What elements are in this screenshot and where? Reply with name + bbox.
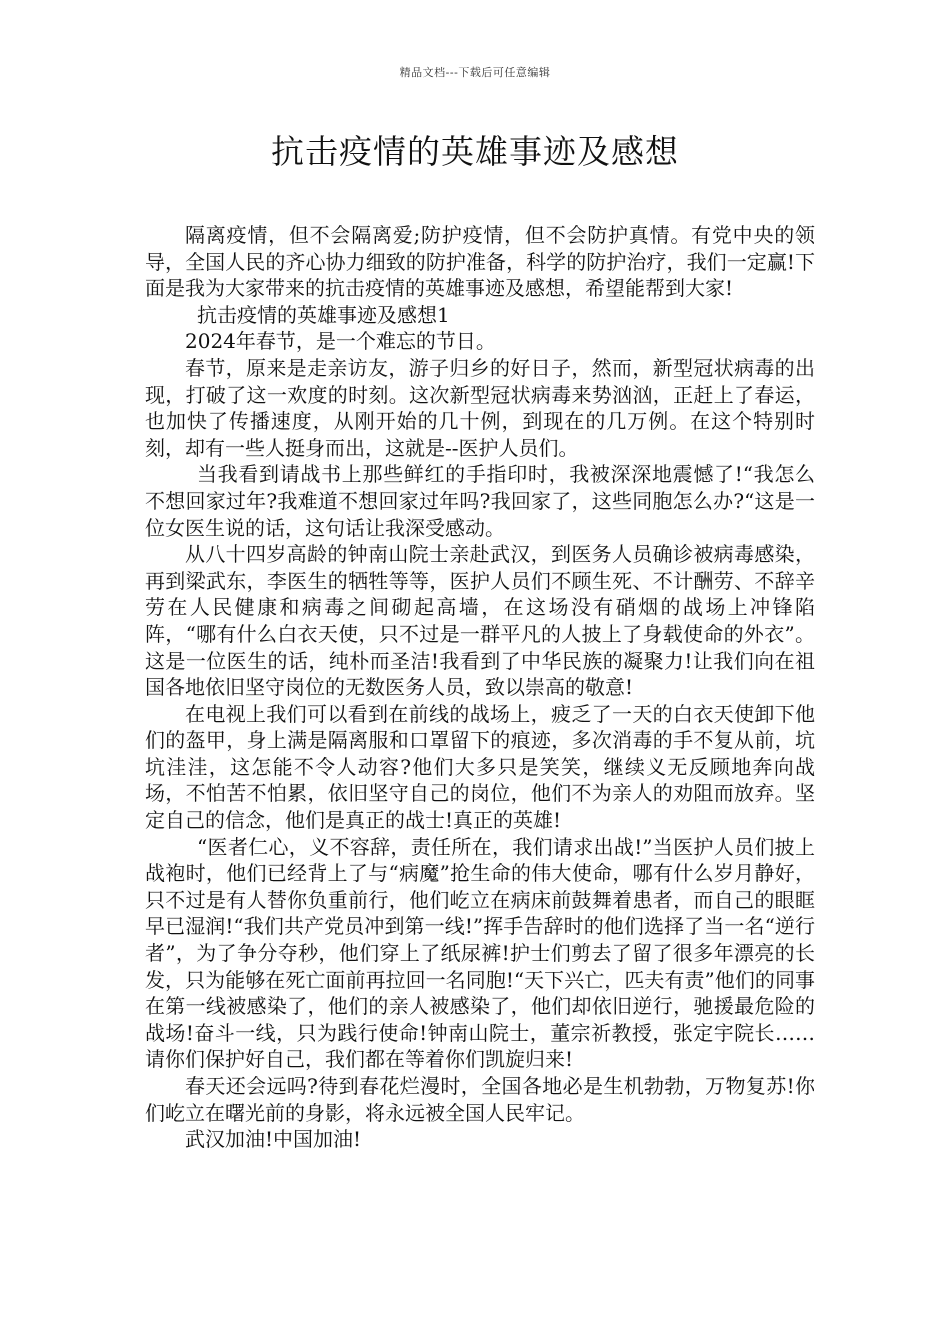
body-paragraph: 当我看到请战书上那些鲜红的手指印时，我被深深地震憾了!“我怎么不想回家过年?我难道不想回家过年吗?我回家了，这些同胞怎么办?“这是一位女医生说的话，这句话让我深受感动。 bbox=[145, 462, 815, 540]
closing-paragraph: 武汉加油!中国加油! bbox=[185, 1127, 362, 1152]
body-paragraph: 从八十四岁高龄的钟南山院士亲赴武汉，到医务人员确诊被病毒感染，再到梁武东，李医生的牺牲等等，医护人员们不顾生死、不计酬劳、不辞辛劳在人民健康和病毒之间砌起高墙，在这场没有硝烟的战场上冲锋陷阵，“哪有什么白衣天使，只不过是一群平凡的人披上了身载使命的外衣”。这是一位医生的话，纯朴而圣洁!我看到了中华民族的凝聚力!让我们向在祖国各地依旧坚守岗位的无数医务人员，致以崇高的敬意! bbox=[145, 542, 815, 700]
document-body bbox=[145, 222, 815, 1153]
body-paragraph: 春节，原来是走亲访友，游子归乡的好日子，然而，新型冠状病毒的出现，打破了这一欢度的时刻。这次新型冠状病毒来势汹汹，正赶上了春运，也加快了传播速度，从刚开始的几十例，到现在的几万例。在这个特别时刻，却有一些人挺身而出，这就是--医护人员们。 bbox=[145, 355, 815, 460]
body-paragraph: 在电视上我们可以看到在前线的战场上，疲乏了一天的白衣天使卸下他们的盔甲，身上满是隔离服和口罩留下的痕迹，多次消毒的手不复从前，坑坑洼洼，这怎能不令人动容?他们大多只是笑笑，继续义无反顾地奔向战场，不怕苦不怕累，依旧坚守自己的岗位，他们不为亲人的劝阻而放弃。坚定自己的信念，他们是真正的战士!真正的英雄! bbox=[145, 701, 815, 833]
section-heading: 抗击疫情的英雄事迹及感想1 bbox=[197, 302, 450, 327]
body-paragraph: 2024年春节，是一个难忘的节日。 bbox=[185, 329, 496, 354]
body-paragraph: “医者仁心，义不容辞，责任所在，我们请求出战!”当医护人员们披上战袍时，他们已经背上了与“病魔”抢生命的伟大使命，哪有什么岁月静好，只不过是有人替你负重前行，他们屹立在病床前鼓舞着患者，而自己的眼眶早已湿润!“我们共产党员冲到第一线!”挥手告辞时的他们选择了当一名“逆行者”，为了争分夺秒，他们穿上了纸尿裤!护士们剪去了留了很多年漂亮的长发，只为能够在死亡面前再拉回一名同胞!“天下兴亡，匹夫有责”他们的同事在第一线被感染了，他们的亲人被感染了，他们却依旧逆行，驰援最危险的战场!奋斗一线，只为践行使命!钟南山院士，董宗祈教授，张定宇院长……请你们保护好自己，我们都在等着你们凯旋归来! bbox=[145, 834, 815, 1072]
intro-paragraph: 隔离疫情，但不会隔离爱;防护疫情，但不会防护真情。有党中央的领导，全国人民的齐心协力细致的防护准备，科学的防护治疗，我们一定赢!下面是我为大家带来的抗击疫情的英雄事迹及感想，希望能帮到大家! bbox=[145, 223, 815, 301]
page-header-note: 精品文档---下载后可任意编辑 bbox=[399, 66, 551, 79]
body-paragraph: 春天还会远吗?待到春花烂漫时，全国各地必是生机勃勃，万物复苏!你们屹立在曙光前的身影，将永远被全国人民牢记。 bbox=[145, 1074, 815, 1125]
document-title: 抗击疫情的英雄事迹及感想 bbox=[271, 132, 679, 171]
